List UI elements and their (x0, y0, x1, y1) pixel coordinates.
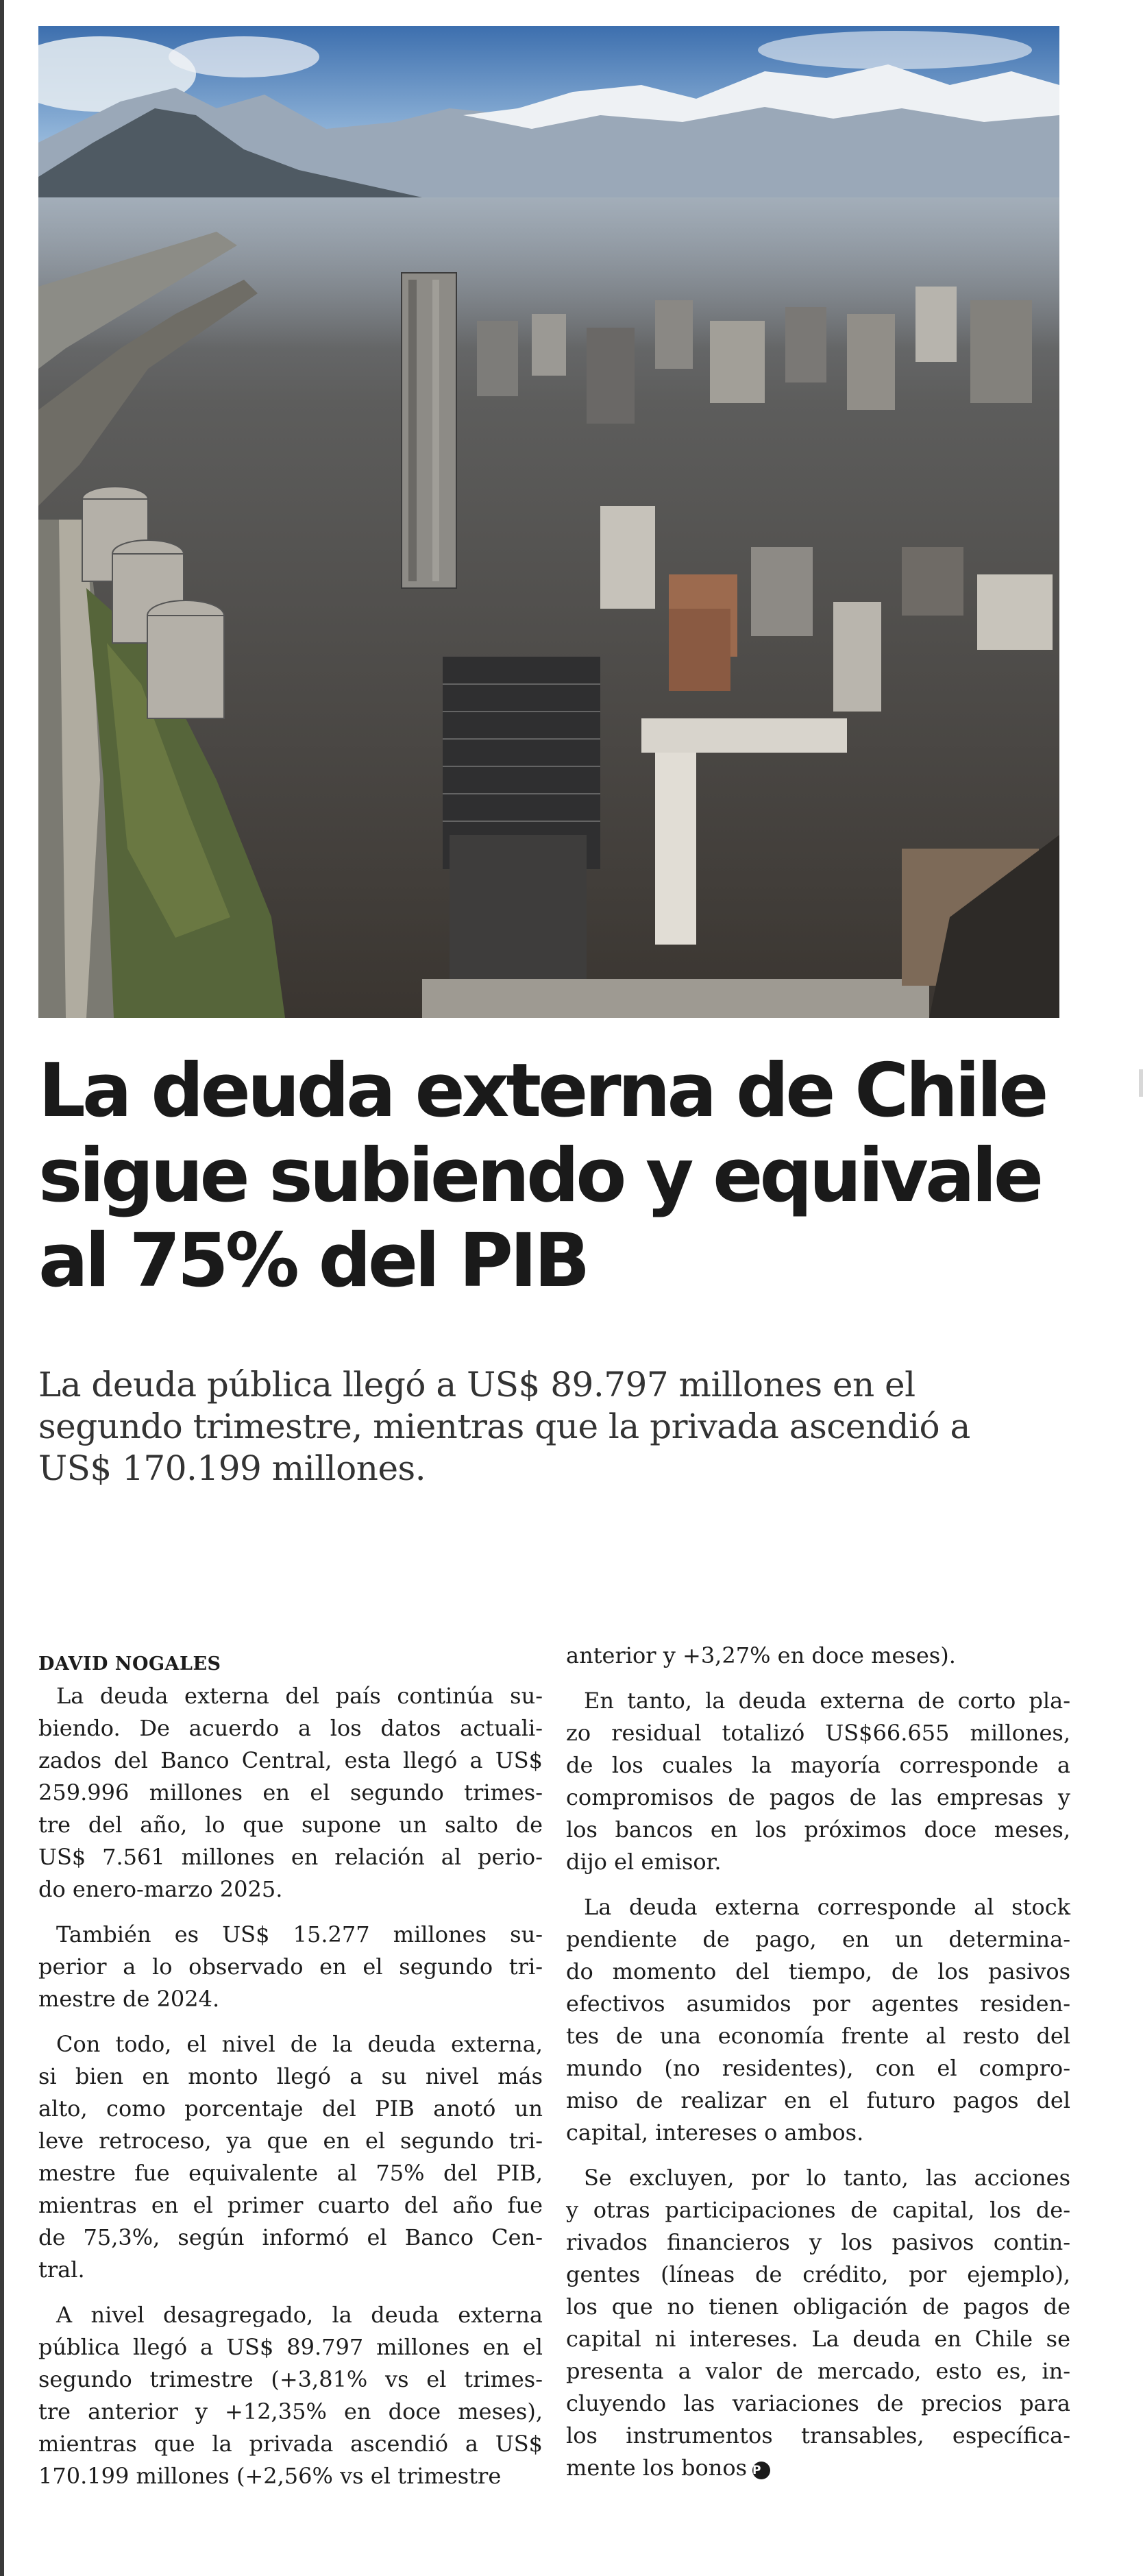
article-paragraph (38, 2028, 543, 2286)
paragraph-line: do enero-marzo 2025. (38, 1876, 283, 1902)
left-column-paragraphs (38, 1680, 543, 2492)
article-paragraph (566, 1640, 1070, 1672)
paragraph-line: También es US$ 15.277 millones su- (56, 1921, 543, 1947)
paragraph-line: perior a lo observado en el segundo tri- (38, 1954, 543, 1980)
paragraph-line: anterior y +3,27% en doce meses). (566, 1642, 956, 1668)
paragraph-line: La deuda externa del país continúa su- (56, 1683, 543, 1709)
paragraph-line: dijo el emisor. (566, 1849, 722, 1875)
paragraph-line: do momento del tiempo, de los pasivos (566, 1958, 1070, 1984)
paragraph-line: mundo (no residentes), con el compro- (566, 2055, 1070, 2081)
article-paragraph (38, 2299, 543, 2492)
paragraph-line: segundo trimestre (+3,81% vs el trimes- (38, 2366, 543, 2392)
subheadline (38, 1364, 1094, 1490)
paragraph-line: de 75,3%, según informó el Banco Cen- (38, 2224, 543, 2250)
paragraph-line: biendo. De acuerdo a los datos actuali- (38, 1715, 543, 1741)
article-paragraph (566, 1891, 1070, 2149)
paragraph-line: compromisos de pagos de las empresas y (566, 1784, 1070, 1810)
paragraph-line: Con todo, el nivel de la deuda externa, (56, 2031, 543, 2057)
paragraph-line: A nivel desagregado, la deuda externa (56, 2302, 543, 2328)
headline-line: al 75% del PIB (38, 1218, 587, 1304)
paragraph-line: tes de una economía frente al resto del (566, 2023, 1070, 2049)
article-paragraph (566, 1685, 1070, 1878)
paragraph-line: Se excluyen, por lo tanto, las acciones (584, 2165, 1070, 2191)
paragraph-line: los que no tienen obligación de pagos de (566, 2294, 1070, 2320)
paragraph-line: capital, intereses o ambos. (566, 2119, 864, 2146)
paragraph-line: gentes (líneas de crédito, por ejemplo), (566, 2261, 1070, 2287)
subheadline-line: US$ 170.199 millones. (38, 1448, 426, 1488)
paragraph-line: tre anterior y +12,35% en doce meses), (38, 2398, 543, 2425)
article-column-right (566, 1640, 1070, 2484)
article-paragraph (38, 1680, 543, 1906)
headline-line: La deuda externa de Chile (38, 1048, 1046, 1134)
paragraph-line: si bien en monto llegó a su nivel más (38, 2063, 543, 2089)
paragraph-line: los instrumentos transables, específica- (566, 2422, 1070, 2449)
paragraph-line: efectivos asumidos por agentes residen- (566, 1991, 1070, 2017)
aerial-city-illustration (38, 26, 1059, 1018)
paragraph-line: zados del Banco Central, esta llegó a US$ (38, 1747, 543, 1773)
headline-line: sigue subiendo y equivale (38, 1133, 1041, 1219)
paragraph-line: de los cuales la mayoría corresponde a (566, 1752, 1070, 1778)
paragraph-line: mestre de 2024. (38, 1986, 220, 2012)
paragraph-line: leve retroceso, ya que en el segundo tri- (38, 2128, 543, 2154)
article-photo (38, 26, 1059, 1018)
paragraph-line: mientras que la privada ascendió a US$ (38, 2431, 543, 2457)
article-paragraph (566, 2162, 1070, 2484)
paragraph-line: cluyendo las variaciones de precios para (566, 2390, 1070, 2416)
paragraph-line: pública llegó a US$ 89.797 millones en el (38, 2334, 543, 2360)
paragraph-line: mestre fue equivalente al 75% del PIB, (38, 2160, 543, 2186)
byline: DAVID NOGALES (38, 1653, 221, 1675)
paragraph-line: rivados financieros y los pasivos contin- (566, 2229, 1070, 2255)
paragraph-line: los bancos en los próximos doce meses, (566, 1816, 1070, 1843)
paragraph-line: mientras en el primer cuarto del año fue (38, 2192, 543, 2218)
paragraph-line: y otras participaciones de capital, los de- (566, 2197, 1070, 2223)
paragraph-line: pendiente de pago, en un determina- (566, 1926, 1070, 1952)
paragraph-line-text: mente los bonos (566, 2455, 747, 2481)
paragraph-line: La deuda externa corresponde al stock (584, 1894, 1070, 1920)
paragraph-line: zo residual totalizó US$66.655 millones, (566, 1720, 1070, 1746)
paragraph-line (566, 2452, 1070, 2484)
paragraph-line: presenta a valor de mercado, esto es, in- (566, 2358, 1070, 2384)
paragraph-line: capital ni intereses. La deuda en Chile se (566, 2326, 1070, 2352)
page-edge-mark (1139, 1069, 1143, 1097)
paragraph-line: alto, como porcentaje del PIB anotó un (38, 2095, 543, 2122)
page-edge-rule (0, 0, 4, 2576)
paragraph-line: tral. (38, 2257, 85, 2283)
paragraph-line: tre del año, lo que supone un salto de (38, 1812, 543, 1838)
paragraph-line: 259.996 millones en el segundo trimes- (38, 1779, 543, 1806)
article-end-mark-icon: P (752, 2462, 770, 2479)
right-column-paragraphs (566, 1640, 1070, 2484)
article-paragraph (38, 1919, 543, 2015)
paragraph-line: En tanto, la deuda externa de corto pla- (584, 1688, 1070, 1714)
subheadline-line: segundo trimestre, mientras que la privada ascendió a (38, 1407, 970, 1446)
paragraph-line: miso de realizar en el futuro pagos del (566, 2087, 1070, 2113)
paragraph-line: 170.199 millones (+2,56% vs el trimestre (38, 2463, 502, 2489)
headline (38, 1049, 1094, 1304)
paragraph-line: US$ 7.561 millones en relación al perio- (38, 1844, 543, 1870)
article-column-left (38, 1648, 543, 2492)
subheadline-line: La deuda pública llegó a US$ 89.797 millones en el (38, 1365, 915, 1405)
